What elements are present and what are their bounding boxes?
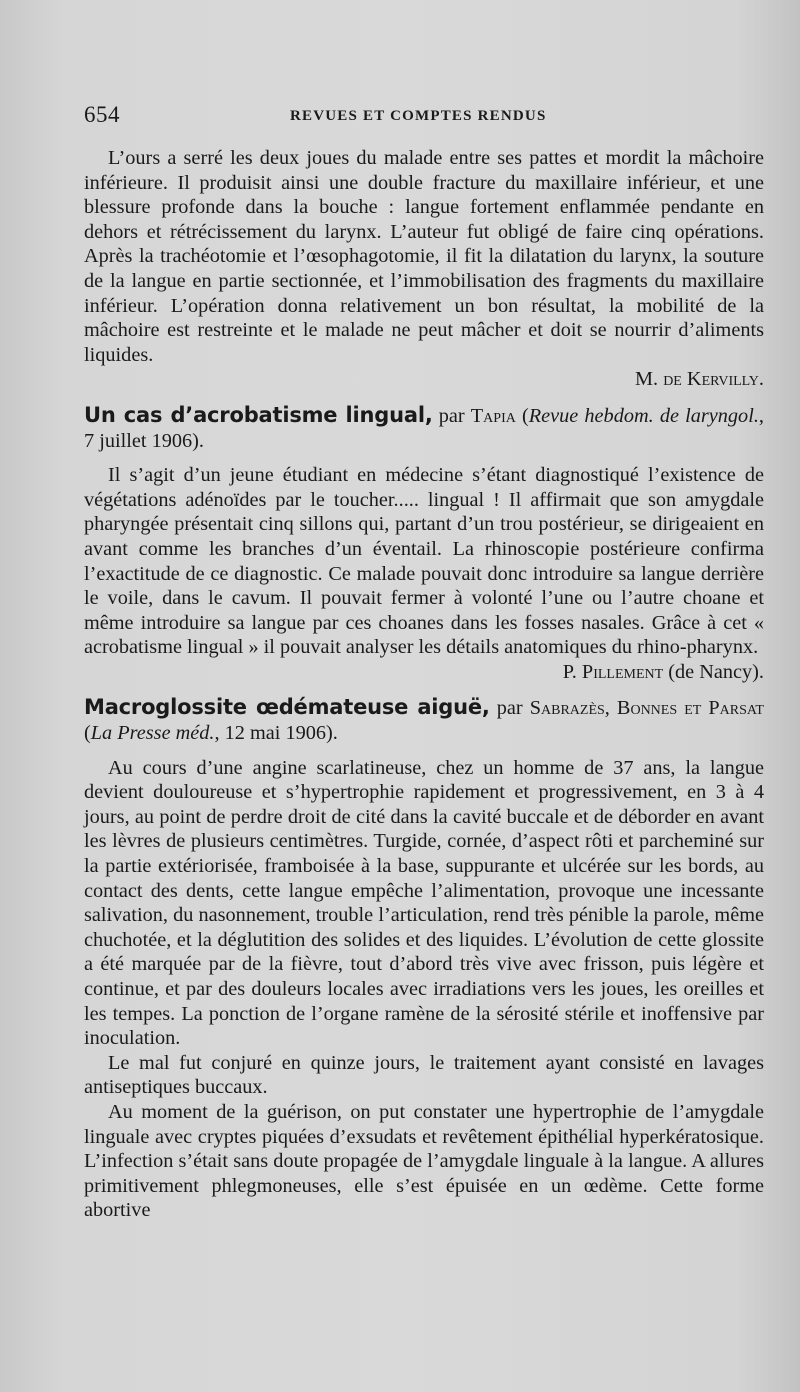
signature-place: (de Nancy).: [663, 660, 764, 683]
macroglossite-paragraph-1: Au cours d’une angine scarlatineuse, chez un homme de 37 ans, la langue devient douloureuse et s’hypertrophie rapidement et progressivement, en 3 à 4 jours, au point de perdre droit de cité dans la cavité buccale et de déborder en avant les lèvres de plusieurs centimètres. Turgide, cornée, d’aspect rôti et parcheminé sur la partie extériorisée, framboisée à la base, suppurante et ulcérée sur les bords, au contact des dents, cette langue empêche l’alimentation, provoque une incessante salivation, du nasonnement, trouble l’articulation, rend très pénible la parole, même chuchotée, et la déglutition des solides et des liquides. L’évolution de cette glossite a été marquée par de la fièvre, tout d’abord très vive avec frisson, puis légère et continue, et par des douleurs locales avec irradiations vers les joues, les oreilles et les tempes. La ponction de l’organe ramène de la sérosité stérile et inoffensive par inoculation.: [84, 756, 764, 1050]
source-open: (: [515, 404, 529, 427]
running-head: REVUES ET COMPTES RENDUS: [290, 108, 547, 124]
journal-title: La Presse méd.: [90, 722, 215, 745]
acrobatisme-signature: [84, 660, 764, 685]
section-heading-acrobatisme: [84, 403, 764, 453]
acrobatisme-paragraph: Il s’agit d’un jeune étudiant en médecine s’étant diagnostiqué l’existence de végétations adénoïdes par le toucher..... lingual ! Il affirmait que son amygdale pharyngée présentait cinq sillons qui, partant d’un trou postérieur, se dirigeaient en avant comme les branches d’un éventail. La rhinoscopie postérieure confirma l’exactitude de ce diagnostic. Ce malade pouvait donc introduire sa langue derrière le voile, dans le cavum. Il pouvait fermer à volonté l’une ou l’autre choane et même introduire sa langue par ces choanes dans les fosses nasales. Grâce à cet « acrobatisme lingual » il pouvait analyser les détails anatomiques du rhino-pharynx.: [84, 464, 764, 659]
author-name: Tapia: [470, 404, 516, 427]
section-title: Macroglossite œdémateuse aiguë,: [84, 695, 490, 720]
source-open: (: [84, 722, 91, 745]
page-header: [84, 102, 760, 132]
macroglossite-paragraph-3: Au moment de la guérison, on put constater une hypertrophie de l’amygdale linguale avec cryptes piquées d’exsudats et revêtement épithélial hyperkératosique. L’infection s’était sans doute propagée de l’amygdale linguale à la langue. A allures primitivement phlegmoneuses, elle s’est épuisée en un œdème. Cette forme abortive: [84, 1100, 764, 1222]
intro-paragraph: L’ours a serré les deux joues du malade entre ses pattes et mordit la mâchoire inférieure. Il produisit ainsi une double fracture du maxillaire inférieur, et une blessure profonde dans la bouche : langue fortement enflammée pendante en dehors et rétrécissement du larynx. L’auteur fut obligé de faire cinq opérations. Après la trachéotomie et l’œsophagotomie, il fit la dilatation du larynx, la souture de la langue en partie sectionnée, et l’immobilisation des fragments du maxillaire inférieur. L’opération donna relativement un bon résultat, la mobilité de la mâchoire est restreinte et le malade ne peut mâcher et doit se nourrir d’aliments liquides.: [84, 147, 764, 366]
by-word: par: [489, 697, 530, 720]
journal-title: Revue hebdom. de laryngol.: [528, 404, 759, 427]
source-date: , 12 mai 1906).: [214, 722, 338, 745]
by-word: par: [432, 404, 471, 427]
author-names: Sabrazès, Bonnes et Parsat: [529, 697, 764, 720]
signature-name: P. Pillement: [562, 660, 664, 683]
section-title: Un cas d’acrobatisme lingual,: [84, 402, 433, 427]
page-body: [84, 146, 764, 1223]
page-number: 654: [84, 102, 120, 127]
macroglossite-paragraph-2: Le mal fut conjuré en quinze jours, le traitement ayant consisté en lavages antiseptiques buccaux.: [84, 1051, 764, 1099]
section-heading-macroglossite: [84, 695, 764, 745]
source-date: , 7 juillet 1906).: [84, 404, 764, 452]
intro-signature: M. de Kervilly.: [635, 368, 764, 391]
